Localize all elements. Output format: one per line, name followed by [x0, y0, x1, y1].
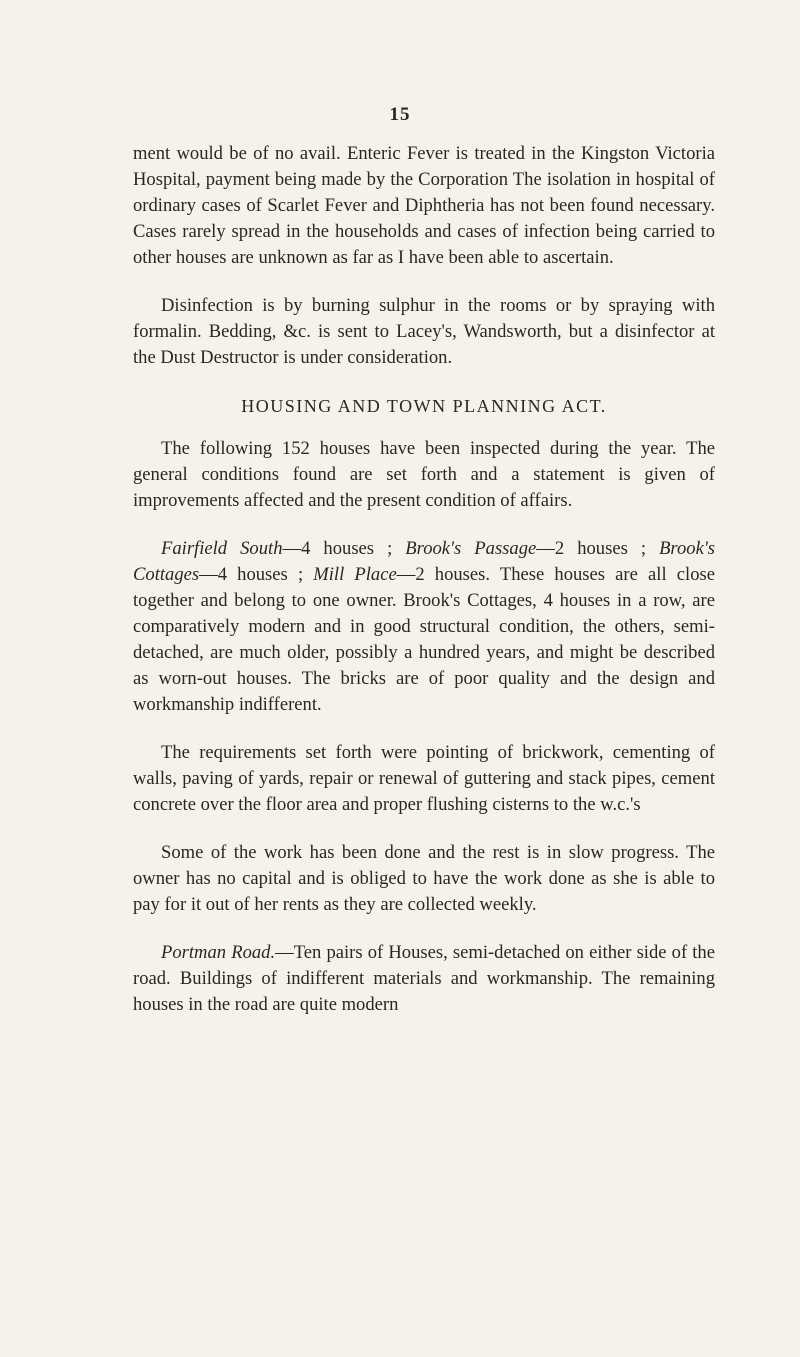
place-brooks-cottages: Brook's Cottages — [133, 538, 716, 585]
mill-place-text: —2 houses. These houses are all close together and belong to one owner. Brook's Cottages, 4 houses in a row, are comparatively modern and in good structural condition, the others, semi-detached, are much older, possibly a hundred years, and might be described as worn-out houses. The bricks are of poor quality and the design and workmanship indifferent. — [133, 564, 715, 715]
paragraph-portman-road — [133, 940, 715, 1018]
paragraph-work-progress: Some of the work has been done and the rest is in slow progress. The owner has no capital and is obliged to have the work done as she is able to pay for it out of her rents as they are collected weekly. — [133, 842, 715, 915]
paragraph-fairfield-south — [133, 536, 715, 718]
brooks-passage-count: —2 houses ; — [536, 538, 647, 559]
paragraph-infection: ment would be of no avail. Enteric Fever is treated in the Kingston Victoria Hospital, payment being made by the Corporation The isolation in hospital of ordinary cases of Scarlet Fever and Diphtheria has not been found necessary. Cases rarely spread in the households and cases of infection being carried to other houses are unknown as far as I have been able to ascertain. — [133, 143, 715, 268]
body-text — [133, 141, 715, 1040]
place-fairfield-south: Fairfield South — [161, 538, 283, 559]
section-heading-housing: HOUSING AND TOWN PLANNING ACT. — [241, 396, 607, 416]
page-number: 15 — [389, 104, 411, 125]
place-mill-place: Mill Place — [313, 564, 397, 585]
brooks-cottages-count: —4 houses ; — [199, 564, 304, 585]
paragraph-disinfection: Disinfection is by burning sulphur in the rooms or by spraying with formalin. Bedding, &c. is sent to Lacey's, Wandsworth, but a disinfector at the Dust Destructor is under consideration. — [133, 295, 715, 368]
portman-road-text: —Ten pairs of Houses, semi-detached on either side of the road. Buildings of indifferent materials and workmanship. The remaining houses in the road are quite modern — [133, 942, 715, 1015]
place-brooks-passage: Brook's Passage — [405, 538, 537, 559]
paragraph-requirements: The requirements set forth were pointing of brickwork, cementing of walls, paving of yards, repair or renewal of guttering and stack pipes, cement concrete over the floor area and proper flushing cisterns to the w.c.'s — [133, 742, 715, 815]
fairfield-count: —4 houses ; — [282, 538, 393, 559]
paragraph-houses-inspected: The following 152 houses have been inspected during the year. The general conditions found are set forth and a statement is given of improvements affected and the present condition of affairs. — [133, 438, 715, 511]
place-portman-road: Portman Road. — [161, 942, 276, 963]
